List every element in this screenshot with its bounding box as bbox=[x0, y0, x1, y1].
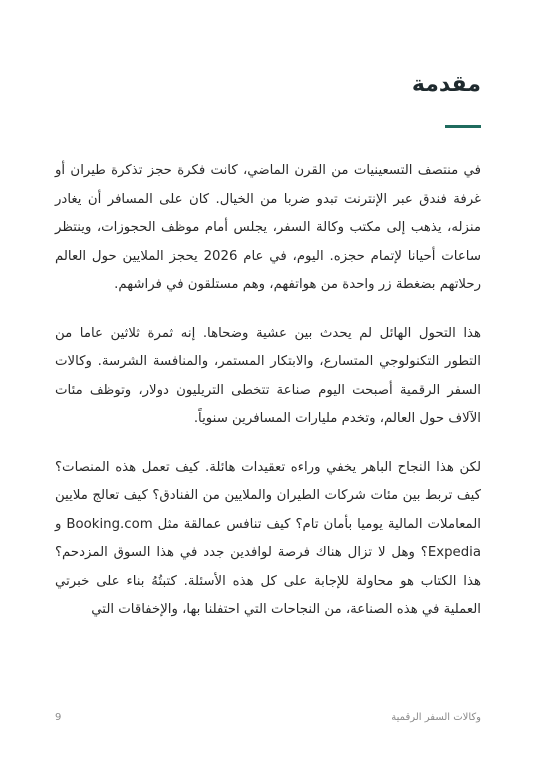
paragraph-3: لكن هذا النجاح الباهر يخفي وراءه تعقيدات هائلة. كيف تعمل هذه المنصات؟ كيف تربط بين مئات شركات الطيران والملايين من الفنادق؟ كيف تعالج ملايين المعاملات المالية يوميا بأمان تام؟ كيف تنافس عمالقة مثل Booking.com و Expedia؟ وهل لا تزال هناك فرصة لوافدين جدد في هذا السوق المزدحم؟ هذا الكتاب هو محاولة للإجابة على كل هذه الأسئلة. كتبتُهُ بناء على خبرتي العملية في هذه الصناعة، من النجاحات التي احتفلنا بها، والإخفاقات التي bbox=[55, 459, 481, 617]
running-head: وكالات السفر الرقمية bbox=[391, 712, 481, 723]
page-number: 9 bbox=[55, 712, 62, 723]
paragraph-1: في منتصف التسعينيات من القرن الماضي، كانت فكرة حجز تذكرة طيران أو غرفة فندق عبر الإنترنت تبدو ضربا من الخيال. كان على المسافر أن يغادر منزله، يذهب إلى مكتب وكالة السفر، يجلس أمام موظف الحجوزات، وينتظر ساعات أحيانا لإتمام حجزه. اليوم، في عام 2026 يحجز الملايين حول العالم رحلاتهم بضغطة زر واحدة من هواتفهم، وهم مستلقون في فراشهم. bbox=[55, 163, 481, 292]
chapter-title: مقدمة bbox=[411, 72, 481, 97]
title-underline bbox=[445, 125, 481, 128]
body-text bbox=[55, 157, 481, 645]
page-footer bbox=[55, 712, 481, 723]
paragraph-2: هذا التحول الهائل لم يحدث بين عشية وضحاها. إنه ثمرة ثلاثين عاما من التطور التكنولوجي المتسارع، والابتكار المستمر، والمنافسة الشرسة. وكالات السفر الرقمية أصبحت اليوم صناعة تتخطى التريليون دولار، وتوظف مئات الآلاف حول العالم، وتخدم مليارات المسافرين سنوياً. bbox=[55, 325, 481, 426]
